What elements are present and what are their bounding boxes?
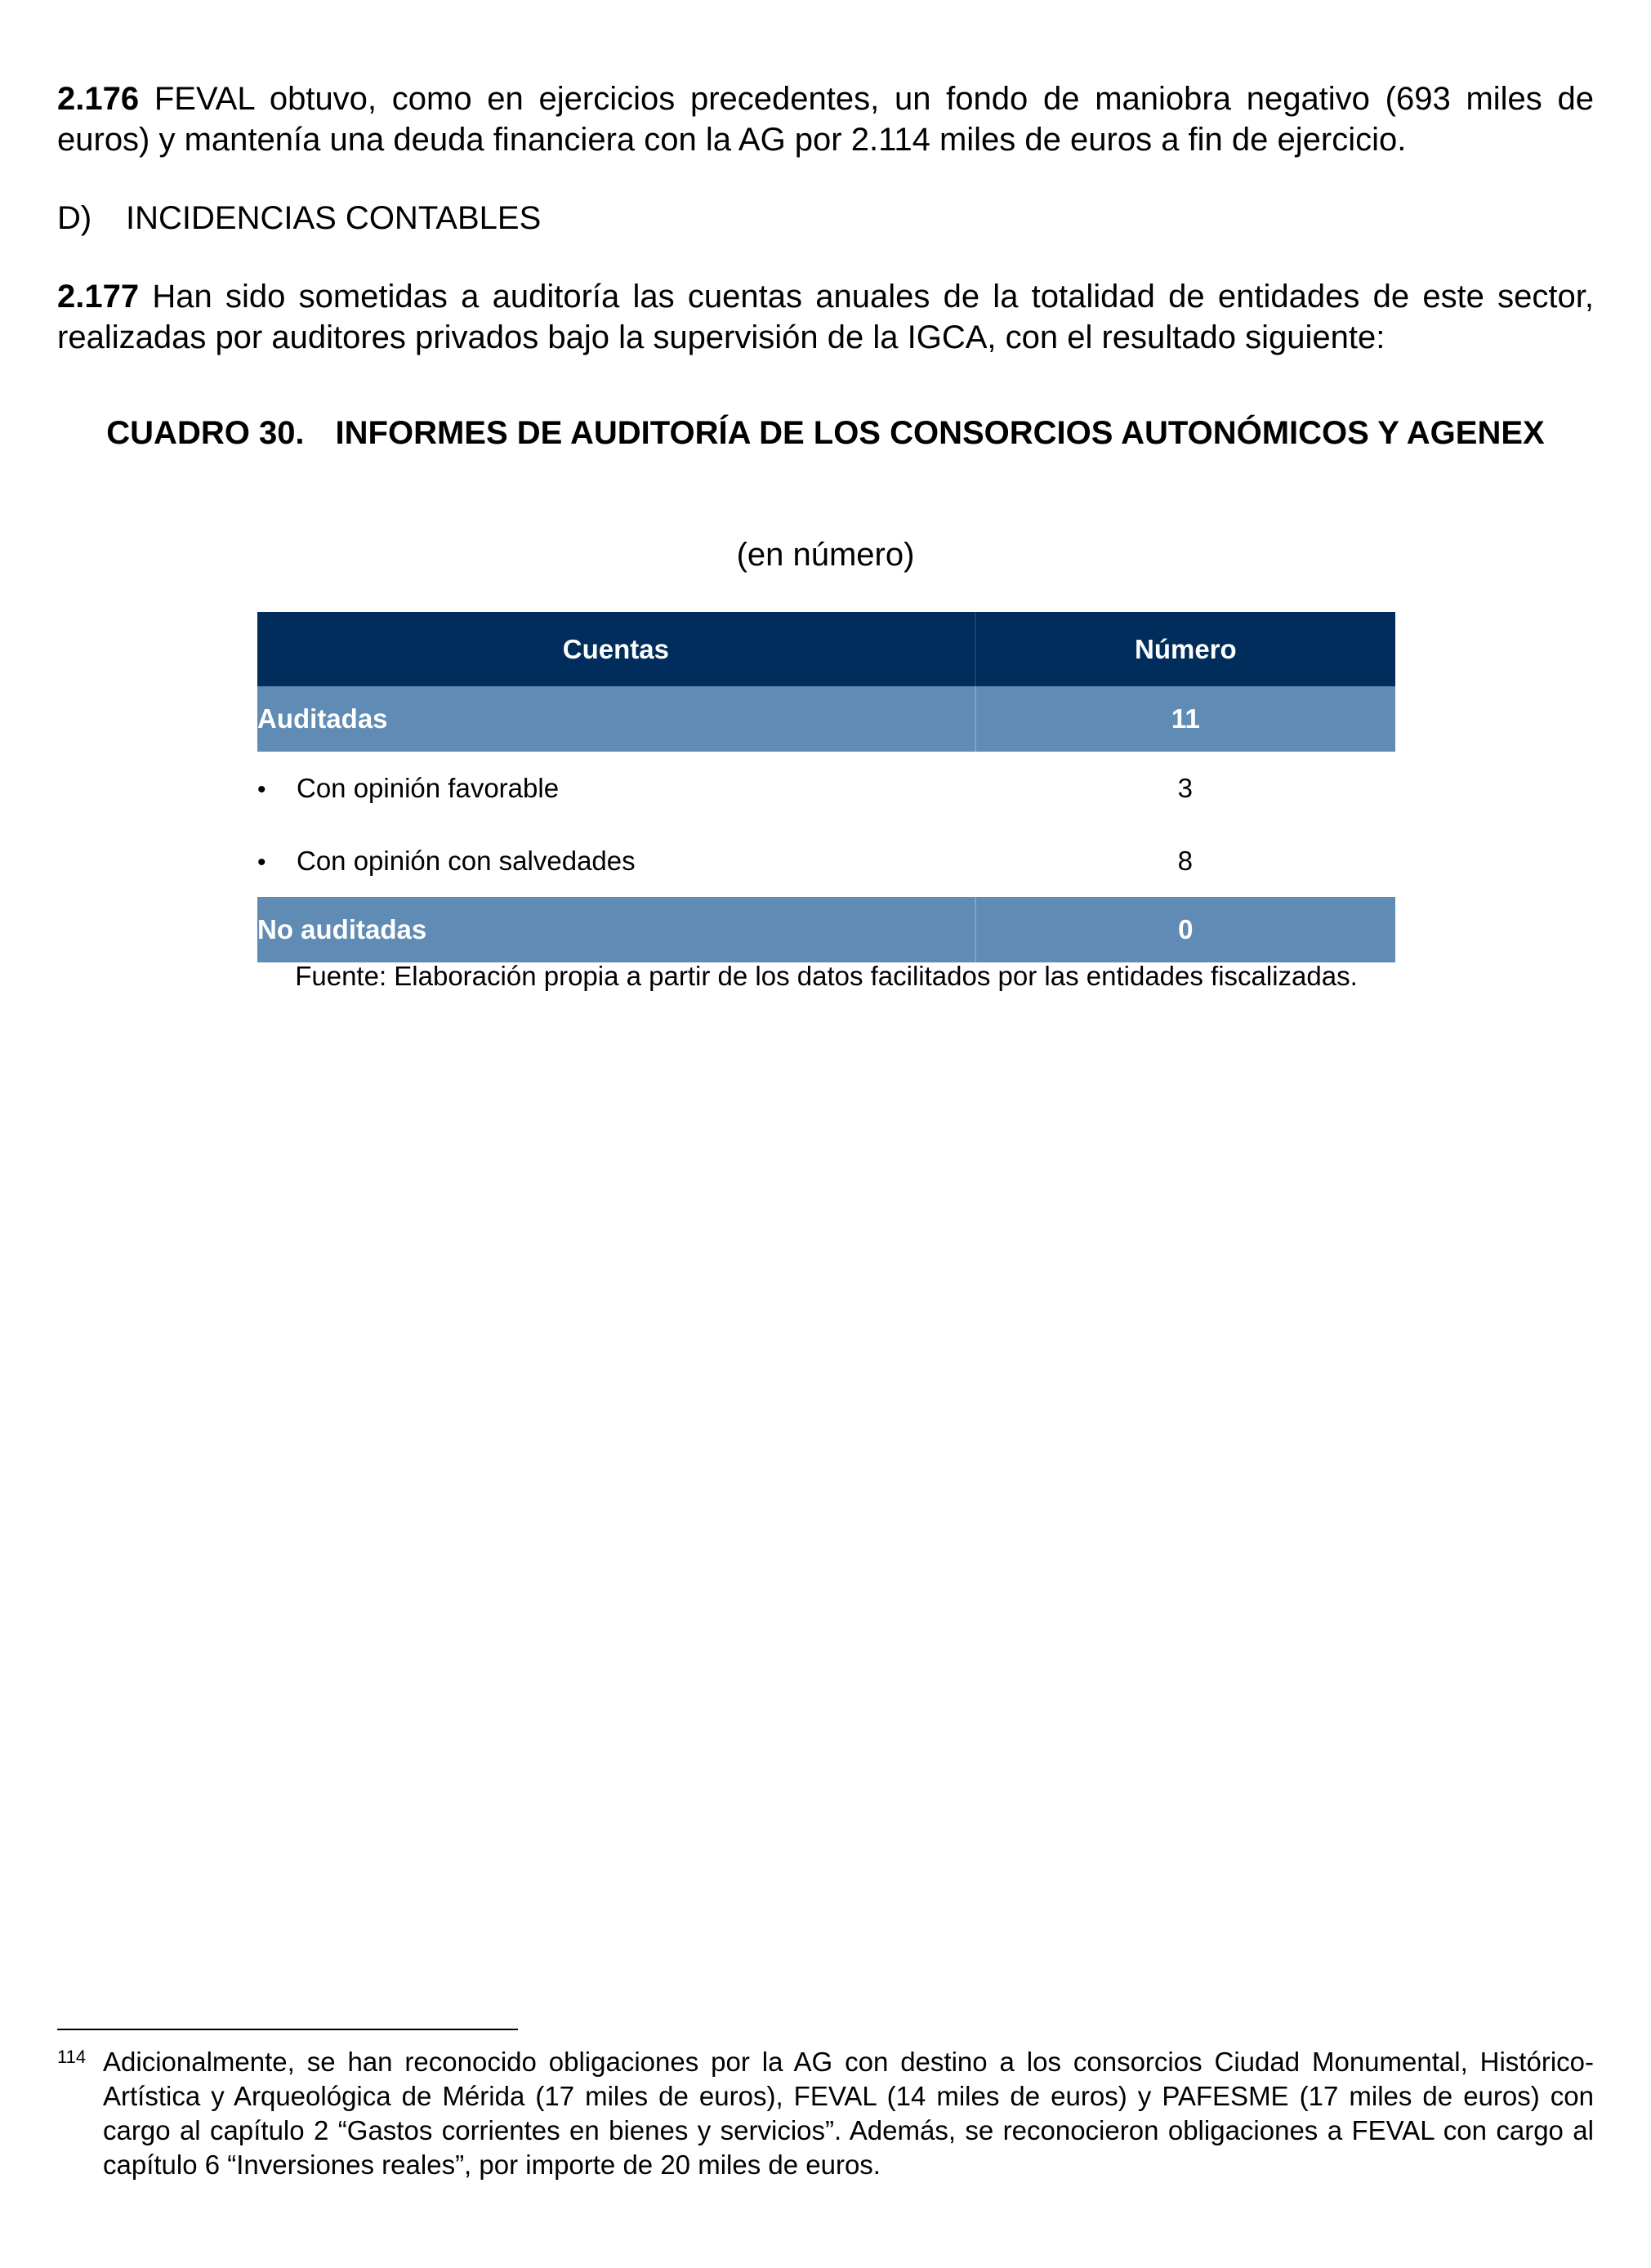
table-title-text: INFORMES DE AUDITORÍA DE LOS CONSORCIOS AUTONÓMICOS Y AGENEX bbox=[335, 415, 1545, 451]
audit-reports-table bbox=[257, 612, 1395, 962]
table-header-row bbox=[257, 612, 1395, 686]
paragraph-text: Han sido sometidas a auditoría las cuentas anuales de la totalidad de entidades de este sector, realizadas por auditores privados bajo la supervisión de la IGCA, con el resultado siguiente: bbox=[57, 279, 1594, 355]
bullet-icon: • bbox=[257, 775, 266, 803]
paragraph-text: FEVAL obtuvo, como en ejercicios precedentes, un fondo de maniobra negativo (693 miles de euros) y mantenía una deuda financiera con la AG por 2.114 miles de euros a fin de ejercicio. bbox=[57, 81, 1594, 158]
footnote-number: 114 bbox=[57, 2047, 87, 2067]
section-heading-d bbox=[57, 198, 541, 239]
table-row-favorable bbox=[257, 752, 1395, 824]
paragraph-2-177 bbox=[57, 276, 1594, 358]
table-row-salvedades bbox=[257, 824, 1395, 897]
row-label: No auditadas bbox=[257, 897, 975, 962]
row-label: Con opinión con salvedades bbox=[297, 845, 636, 876]
paragraph-number: 2.176 bbox=[57, 81, 140, 117]
row-value: 8 bbox=[1177, 845, 1194, 876]
table-subtitle: (en número) bbox=[736, 537, 915, 573]
row-label: Con opinión favorable bbox=[297, 772, 560, 803]
row-label-cell bbox=[257, 752, 975, 824]
footnote-114 bbox=[57, 2045, 1594, 2182]
row-label-cell bbox=[257, 824, 975, 897]
table-source-note: Fuente: Elaboración propia a partir de los datos facilitados por las entidades fiscalizadas. bbox=[295, 961, 1358, 991]
table-label: CUADRO 30. bbox=[106, 415, 305, 451]
bullet-icon: • bbox=[257, 848, 266, 876]
table-row-auditadas bbox=[257, 686, 1395, 752]
row-value: 3 bbox=[1177, 772, 1194, 803]
column-header-numero: Número bbox=[975, 612, 1395, 686]
column-header-cuentas: Cuentas bbox=[257, 612, 975, 686]
row-label: Auditadas bbox=[257, 686, 975, 752]
table-title bbox=[57, 413, 1594, 453]
footnote-text: Adicionalmente, se han reconocido obligaciones por la AG con destino a los consorcios Ciudad Monumental, Histórico-Artística y Arqueológica de Mérida (17 miles de euros), FEVAL (14 miles de euros) y PAFESME (17 miles de euros) con cargo al capítulo 2 “Gastos corrientes en bienes y servicios”. Además, se reconocieron obligaciones a FEVAL con cargo al capítulo 6 “Inversiones reales”, por importe de 20 miles de euros. bbox=[103, 2047, 1594, 2180]
section-letter: D) bbox=[57, 200, 92, 236]
paragraph-number: 2.177 bbox=[57, 279, 140, 315]
row-value: 11 bbox=[975, 686, 1395, 752]
row-value: 0 bbox=[975, 897, 1395, 962]
paragraph-2-176 bbox=[57, 78, 1594, 160]
section-title: INCIDENCIAS CONTABLES bbox=[126, 200, 542, 236]
footnote-divider bbox=[57, 2029, 518, 2030]
table-row-no-auditadas bbox=[257, 897, 1395, 962]
